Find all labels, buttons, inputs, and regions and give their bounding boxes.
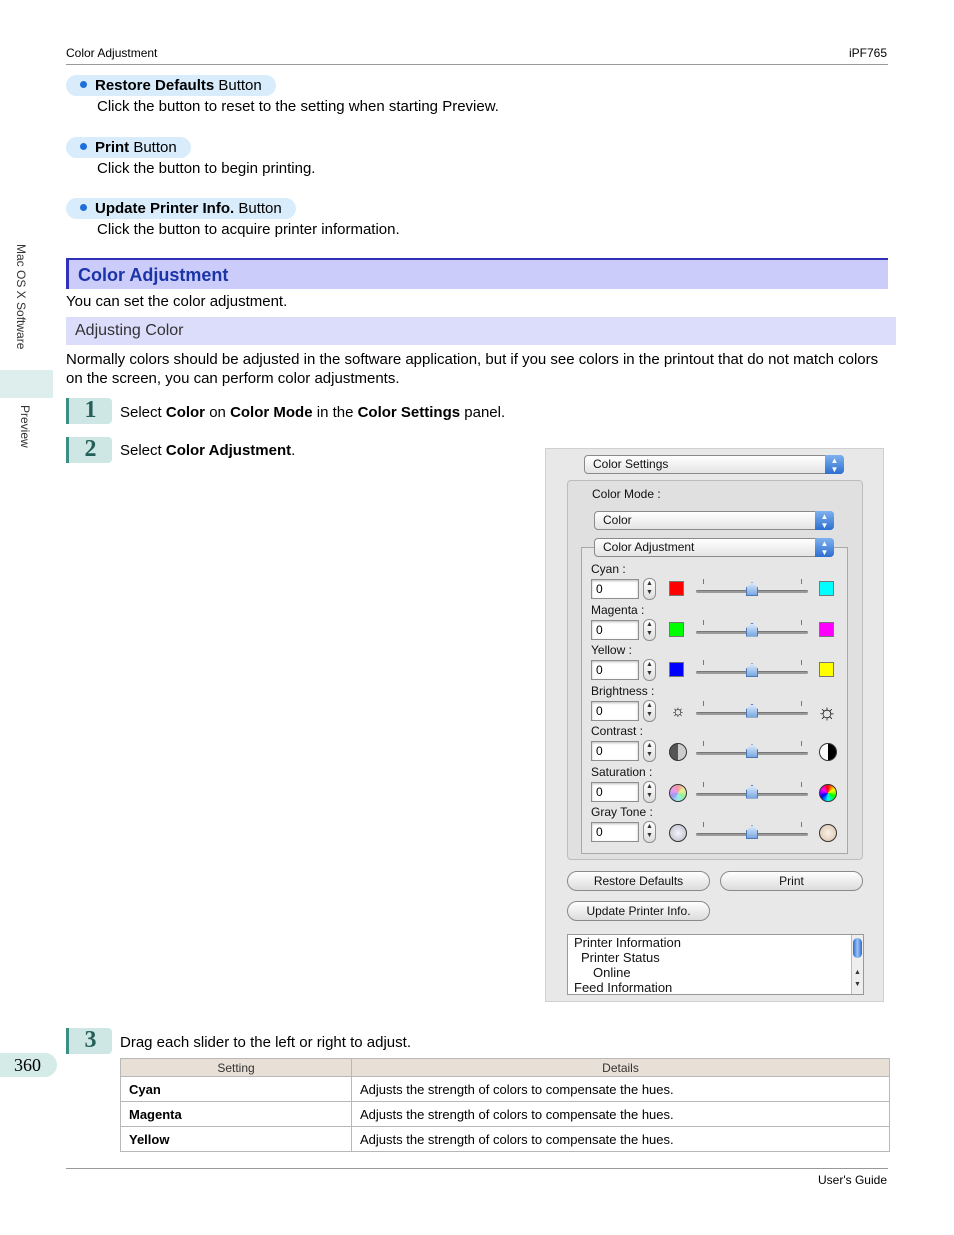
magenta-swatch xyxy=(819,622,834,637)
step-2-badge: 2 xyxy=(66,437,112,463)
slider-tick xyxy=(703,741,704,746)
slider-tick xyxy=(703,701,704,706)
popup-arrows-icon: ▲ ▼ xyxy=(815,511,834,530)
slider-tick xyxy=(703,782,704,787)
value-stepper[interactable]: ▲ ▼ xyxy=(643,659,656,681)
slider-value-field[interactable]: 0 xyxy=(591,660,639,680)
table-row: Cyan Adjusts the strength of colors to compensate the hues. xyxy=(121,1077,890,1102)
value-stepper[interactable]: ▲ ▼ xyxy=(643,700,656,722)
bullet-icon xyxy=(80,204,87,211)
step-3-text: Drag each slider to the left or right to adjust. xyxy=(120,1034,411,1051)
running-header-section: Color Adjustment xyxy=(66,46,158,60)
slider-label: Cyan : xyxy=(591,562,626,576)
update-printer-info-pill: Update Printer Info. Button xyxy=(66,198,296,219)
list-item: Online xyxy=(593,965,631,980)
value-stepper[interactable]: ▲ ▼ xyxy=(643,740,656,762)
color-settings-dialog xyxy=(545,448,884,1002)
step-1-badge: 1 xyxy=(66,398,112,424)
green-swatch xyxy=(669,622,684,637)
value-stepper[interactable]: ▲ ▼ xyxy=(643,578,656,600)
dim-sun-icon: ☼ xyxy=(670,702,686,720)
slider-tick xyxy=(703,620,704,625)
header-rule xyxy=(66,64,888,65)
page-number: 360 xyxy=(14,1055,41,1075)
slider-value-field[interactable]: 0 xyxy=(591,822,639,842)
subheading: Adjusting Color xyxy=(66,317,896,345)
step-1-text: Select Color on Color Mode in the Color Settings panel. xyxy=(120,404,506,421)
step-2-text: Select Color Adjustment. xyxy=(120,442,296,459)
scroll-down-icon[interactable]: ▼ xyxy=(854,981,861,988)
section-heading: Color Adjustment xyxy=(66,258,888,289)
slider-tick xyxy=(801,620,802,625)
slider-value-field[interactable]: 0 xyxy=(591,701,639,721)
slider-tick xyxy=(703,579,704,584)
table-row: Magenta Adjusts the strength of colors to compensate the hues. xyxy=(121,1102,890,1127)
slider-tick xyxy=(801,660,802,665)
column-header: Setting xyxy=(121,1059,352,1077)
step-3-badge: 3 xyxy=(66,1028,112,1054)
side-tab-preview: Preview xyxy=(18,405,32,448)
low-saturation-icon xyxy=(669,784,687,802)
slider-label: Magenta : xyxy=(591,602,645,617)
value-stepper[interactable]: ▲ ▼ xyxy=(643,781,656,803)
section-intro: You can set the color adjustment. xyxy=(66,293,288,310)
warm-gray-icon xyxy=(819,824,837,842)
print-desc: Click the button to begin printing. xyxy=(97,160,316,177)
print-pill: Print Button xyxy=(66,137,191,158)
footer-text: User's Guide xyxy=(818,1173,887,1187)
slider-value-field[interactable]: 0 xyxy=(591,782,639,802)
slider-tick xyxy=(801,701,802,706)
slider-tick xyxy=(801,782,802,787)
slider-tick xyxy=(703,822,704,827)
scroll-up-icon[interactable]: ▲ xyxy=(854,969,861,976)
scroll-thumb[interactable] xyxy=(853,938,862,958)
cool-gray-icon xyxy=(669,824,687,842)
slider-tick xyxy=(801,822,802,827)
restore-defaults-pill: Restore Defaults Button xyxy=(66,75,276,96)
scrollbar[interactable] xyxy=(851,935,863,994)
panel-popup[interactable]: Color Settings ▲ ▼ xyxy=(584,455,844,474)
slider-label: Contrast : xyxy=(591,724,644,738)
slider-label: Saturation : xyxy=(591,764,653,779)
slider-tick xyxy=(703,660,704,665)
value-stepper[interactable]: ▲ ▼ xyxy=(643,619,656,641)
subheading-body: Normally colors should be adjusted in the software application, but if you see colors in the printout that do not match colors on the screen, you can perform color adjustments. xyxy=(66,351,879,387)
high-contrast-icon xyxy=(819,743,837,761)
print-button[interactable]: Print xyxy=(720,871,863,891)
update-printer-info-button[interactable]: Update Printer Info. xyxy=(567,901,710,921)
cyan-swatch xyxy=(819,581,834,596)
update-printer-info-desc: Click the button to acquire printer information. xyxy=(97,221,400,238)
popup-arrows-icon: ▲ ▼ xyxy=(815,538,834,557)
color-mode-popup[interactable]: Color ▲ ▼ xyxy=(594,511,834,530)
low-contrast-icon xyxy=(669,743,687,761)
slider-value-field[interactable]: 0 xyxy=(591,579,639,599)
list-item: Printer Information xyxy=(574,935,681,950)
restore-defaults-desc: Click the button to reset to the setting when starting Preview. xyxy=(97,98,499,115)
high-saturation-icon xyxy=(819,784,837,802)
list-item: Printer Status xyxy=(581,950,660,965)
blue-swatch xyxy=(669,662,684,677)
column-header: Details xyxy=(352,1059,890,1077)
slider-value-field[interactable]: 0 xyxy=(591,620,639,640)
slider-value-field[interactable]: 0 xyxy=(591,741,639,761)
value-stepper[interactable]: ▲ ▼ xyxy=(643,821,656,843)
slider-label: Yellow : xyxy=(591,643,632,657)
restore-defaults-button[interactable]: Restore Defaults xyxy=(567,871,710,891)
slider-label: Brightness : xyxy=(591,683,655,698)
table-row: Yellow Adjusts the strength of colors to compensate the hues. xyxy=(121,1127,890,1152)
color-adjustment-popup[interactable]: Color Adjustment ▲ ▼ xyxy=(594,538,834,557)
slider-label: Gray Tone : xyxy=(591,805,653,819)
bullet-icon xyxy=(80,81,87,88)
slider-tick xyxy=(801,579,802,584)
printer-info-list[interactable] xyxy=(567,934,864,995)
settings-table xyxy=(120,1058,890,1152)
running-header-model: iPF765 xyxy=(848,46,887,60)
popup-arrows-icon: ▲ ▼ xyxy=(825,455,844,474)
slider-tick xyxy=(801,741,802,746)
side-tab-mac-os-x-software: Mac OS X Software xyxy=(14,244,28,350)
bright-sun-icon: ☼ xyxy=(816,698,838,724)
red-swatch xyxy=(669,581,684,596)
footer-rule xyxy=(66,1168,888,1169)
side-tab-marker xyxy=(0,370,53,398)
color-mode-label: Color Mode : xyxy=(592,487,661,501)
bullet-icon xyxy=(80,143,87,150)
yellow-swatch xyxy=(819,662,834,677)
list-item: Feed Information xyxy=(574,980,673,995)
